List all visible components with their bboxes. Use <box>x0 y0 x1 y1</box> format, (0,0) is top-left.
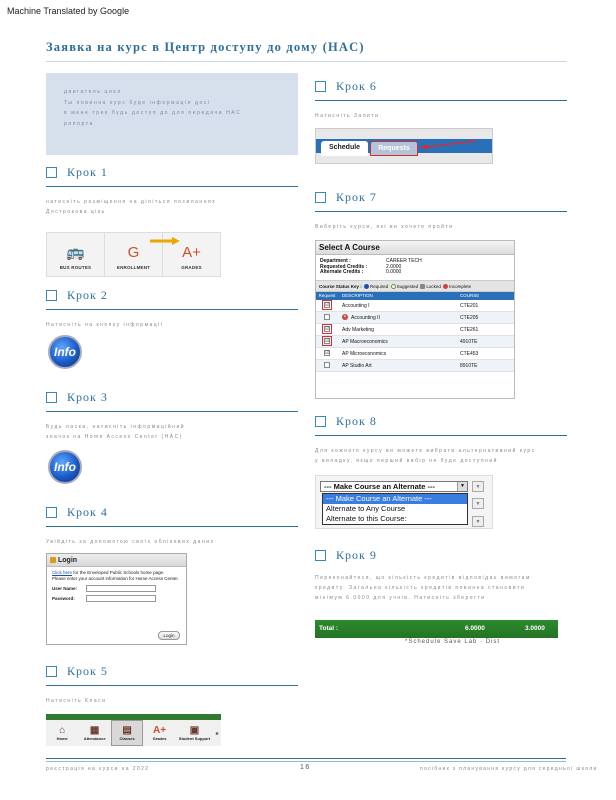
request-checkbox[interactable]: ☑ <box>325 302 330 308</box>
login-header <box>47 554 186 567</box>
password-label: Password: <box>52 595 75 601</box>
step-text: значок на Home Access Center (HAC) <box>46 434 183 440</box>
request-checkbox[interactable]: ☑ <box>325 338 330 344</box>
totals-bar <box>315 620 558 646</box>
enrollment-icon: G <box>127 244 140 261</box>
step-text: Будь ласка, натисніть інформаційний <box>46 424 186 430</box>
column-header: DESCRIPTION <box>342 292 373 298</box>
step-checkbox-icon <box>315 192 326 203</box>
step-text: Натисніть Запити <box>315 113 380 119</box>
attendance-icon: ▦ <box>89 725 100 736</box>
step-text: Дострокова цікь <box>46 209 106 215</box>
home-icon: ⌂ <box>59 725 66 736</box>
step-5 <box>46 663 298 706</box>
step-title: Крок 7 <box>336 189 377 204</box>
table-row <box>316 348 514 360</box>
footer-right-text: посібник з планування курсу для середньої школи <box>420 766 598 772</box>
request-checkbox[interactable] <box>324 314 330 320</box>
step-title: Крок 3 <box>67 389 108 404</box>
incomplete-icon <box>443 284 448 289</box>
step-9 <box>315 547 567 603</box>
request-checkbox[interactable]: ☑ <box>325 350 330 356</box>
total-requested: 6.0000 <box>465 625 485 632</box>
request-checkbox[interactable] <box>324 362 330 368</box>
login-link-rest: for the Enveloped Public Schools home page. <box>72 570 165 575</box>
grades-icon: A+ <box>153 725 167 736</box>
nav-more[interactable] <box>213 720 221 746</box>
yellow-arrow-icon <box>150 237 180 245</box>
step-divider <box>46 309 298 310</box>
alternate-dropdown-panel <box>315 475 493 529</box>
nav-grades[interactable] <box>143 720 175 746</box>
nav-home[interactable] <box>46 720 78 746</box>
step-checkbox-icon <box>46 507 57 518</box>
course-code: 8910TE <box>460 362 478 369</box>
step-checkbox-icon <box>315 81 326 92</box>
user-name-input[interactable] <box>86 585 156 592</box>
dropdown-option[interactable]: Alternate to Any Course <box>326 504 406 513</box>
table-row <box>316 336 514 348</box>
title-divider <box>46 61 566 62</box>
step-text: Виберіть курси, які ви хочете пройти <box>315 224 454 230</box>
table-row <box>316 324 514 336</box>
step-divider <box>46 685 298 686</box>
step-title: Крок 8 <box>336 413 377 428</box>
hac-nav-bar <box>46 714 221 746</box>
meta-value: 0.0000 <box>386 269 402 275</box>
status-locked: Locked <box>426 283 441 289</box>
step-divider <box>46 526 298 527</box>
step-title: Крок 5 <box>67 663 108 678</box>
step-3 <box>46 389 298 442</box>
nav-student-support[interactable] <box>176 720 213 746</box>
locked-icon <box>420 284 425 289</box>
side-dropdown-icon[interactable]: ▼ <box>472 516 484 527</box>
total-alternate: 3.0000 <box>525 625 545 632</box>
login-button[interactable]: Login <box>158 631 180 640</box>
step-checkbox-icon <box>46 666 57 677</box>
bus-icon: 🚌 <box>66 244 85 261</box>
user-name-label: User Name: <box>52 585 78 591</box>
step-2 <box>46 287 298 330</box>
step-6 <box>315 78 567 121</box>
intro-line: двигатель цикл <box>64 89 122 95</box>
course-code: CTE261 <box>460 326 479 333</box>
click-here-link[interactable]: Click here <box>52 570 73 575</box>
step-title: Крок 4 <box>67 504 108 519</box>
step-text: у випадку, якщо перший вибір не буде доступний <box>315 458 498 464</box>
meta-label: Requested Credits : <box>320 263 368 270</box>
required-icon <box>364 284 369 289</box>
meta-value: CAREER TECH <box>386 258 422 264</box>
status-key-label: Course Status Key : <box>319 283 362 289</box>
grades-icon: A+ <box>182 244 201 261</box>
step-divider <box>315 211 567 212</box>
alternate-select[interactable] <box>320 481 468 492</box>
nav-label: Attendance <box>83 736 106 741</box>
step-checkbox-icon <box>46 167 57 178</box>
step-8 <box>315 413 567 466</box>
step-title: Крок 1 <box>67 164 108 179</box>
alternate-select-value: --- Make Course an Alternate --- <box>324 482 435 491</box>
tab-schedule[interactable]: Schedule <box>321 141 368 156</box>
footer-left-text: реєстрація на курси на 2022 <box>46 766 150 772</box>
suggested-icon <box>391 284 396 289</box>
step-text: Переконайтеся, що кількість кредитів відповідає вимогам <box>315 575 531 581</box>
login-panel <box>46 553 187 645</box>
page-title: Заявка на курс в Центр доступу до дому (HAC) <box>46 40 365 54</box>
step-7 <box>315 189 567 232</box>
dropdown-option[interactable]: --- Make Course an Alternate --- <box>323 494 467 504</box>
password-input[interactable] <box>86 595 156 602</box>
select-course-title: Select A Course <box>316 241 514 255</box>
icon-label: ENROLLMENT <box>116 265 151 270</box>
nav-label: Student Support <box>178 736 211 741</box>
meta-label: Alternate Credits : <box>320 269 364 275</box>
step-checkbox-icon <box>46 290 57 301</box>
incomplete-icon: × <box>343 314 347 321</box>
course-status-key <box>316 280 514 292</box>
step-1 <box>46 164 298 217</box>
totals-subtext: *Schedule Save Lab · Dist <box>315 638 558 646</box>
nav-label: R <box>215 730 219 736</box>
machine-translated-label: Machine Translated by Google <box>7 6 130 16</box>
step-checkbox-icon <box>315 416 326 427</box>
classes-icon: ▤ <box>122 725 132 736</box>
course-description: Accounting II <box>351 314 380 321</box>
nav-label: Home <box>56 736 68 741</box>
table-row <box>316 312 514 324</box>
step-text: Натисніть на кнопку інформації <box>46 322 164 328</box>
student-support-icon: ▣ <box>189 725 200 736</box>
step-divider <box>46 411 298 412</box>
course-description: AP Macroeconomics <box>342 338 388 345</box>
step-4 <box>46 504 298 547</box>
tab-requests[interactable]: Requests <box>370 141 418 156</box>
column-header: COURSE <box>460 292 480 298</box>
course-code: CTE205 <box>460 314 479 321</box>
status-incomplete: Incomplete <box>449 283 472 289</box>
step-title: Крок 9 <box>336 547 377 562</box>
login-title: Login <box>58 556 78 564</box>
step-divider <box>315 435 567 436</box>
lock-icon <box>50 557 56 563</box>
step-divider <box>46 186 298 187</box>
meta-value: 2.0000 <box>386 263 402 270</box>
request-checkbox[interactable]: ☑ <box>325 326 330 332</box>
info-icon[interactable] <box>48 450 82 484</box>
intro-line: репорта <box>64 120 94 127</box>
side-dropdown-icon[interactable]: ▼ <box>472 498 484 509</box>
course-table-header <box>316 292 514 300</box>
step-text: Натисніть Класи <box>46 698 107 704</box>
course-description: Adv Marketing <box>342 326 374 333</box>
select-course-panel <box>315 240 515 399</box>
column-header: Request <box>318 292 336 298</box>
course-description: AP Microeconomics <box>342 350 387 357</box>
icon-label: BUS ROUTES <box>59 265 92 270</box>
total-label: Total : <box>319 625 339 632</box>
step-text: мінімум 6.0000 для учнів. Натисніть зберегти <box>315 595 486 601</box>
step-text: натисніть розміщення на діліться посиланнях <box>46 199 217 205</box>
nav-classes[interactable] <box>111 720 143 746</box>
step-text: Для кожного курсу ви можете вибрати альтернативний курс <box>315 448 536 454</box>
icon-label: GRADES <box>181 265 202 270</box>
step-title: Крок 2 <box>67 287 108 302</box>
red-arrow-icon <box>420 139 476 149</box>
step-text: Увійдіть за допомогою своїх облікових даних <box>46 539 215 545</box>
bus-routes-link[interactable] <box>47 233 105 276</box>
info-icon-label: Info <box>54 345 76 359</box>
course-description: AP Studio Art <box>342 362 372 369</box>
course-code: 4910TE <box>460 338 478 345</box>
side-dropdown-icon[interactable]: ▼ <box>472 481 484 492</box>
nav-attendance[interactable] <box>78 720 110 746</box>
step-title: Крок 6 <box>336 78 377 93</box>
step-divider <box>315 100 567 101</box>
alternate-options-list <box>322 493 468 525</box>
table-row <box>316 300 514 312</box>
meta-label: Department : <box>320 258 351 264</box>
footer-divider <box>46 761 566 762</box>
quick-links-bar <box>46 232 221 277</box>
table-row <box>316 360 514 372</box>
page-number: 16 <box>300 764 311 771</box>
course-code: CTE201 <box>460 302 479 309</box>
info-icon-label: Info <box>54 460 76 474</box>
intro-line: Ты повинна курс буде інформація досі <box>64 99 211 106</box>
course-table-body <box>316 300 514 372</box>
intro-box <box>46 73 298 155</box>
chevron-down-icon[interactable]: ▼ <box>457 482 467 491</box>
course-code: CTE453 <box>460 350 479 357</box>
step-checkbox-icon <box>315 550 326 561</box>
login-instructions: Please enter your account information for Home Access Center. <box>52 576 179 581</box>
course-description: Accounting I <box>342 302 370 309</box>
nav-label: Grades <box>152 736 167 741</box>
status-suggested: Suggested <box>396 283 419 289</box>
dropdown-option[interactable]: Alternate to this Course: <box>326 514 407 523</box>
status-required: Required <box>370 283 389 289</box>
step-text: кредиту. Загальна кількість кредитів повинна становити <box>315 585 526 591</box>
nav-label: Classes <box>119 736 135 741</box>
footer-divider <box>46 758 566 759</box>
intro-line: в мене трек будь доступ до для передачи HAC <box>64 110 242 116</box>
info-icon[interactable] <box>48 335 82 369</box>
step-checkbox-icon <box>46 392 57 403</box>
